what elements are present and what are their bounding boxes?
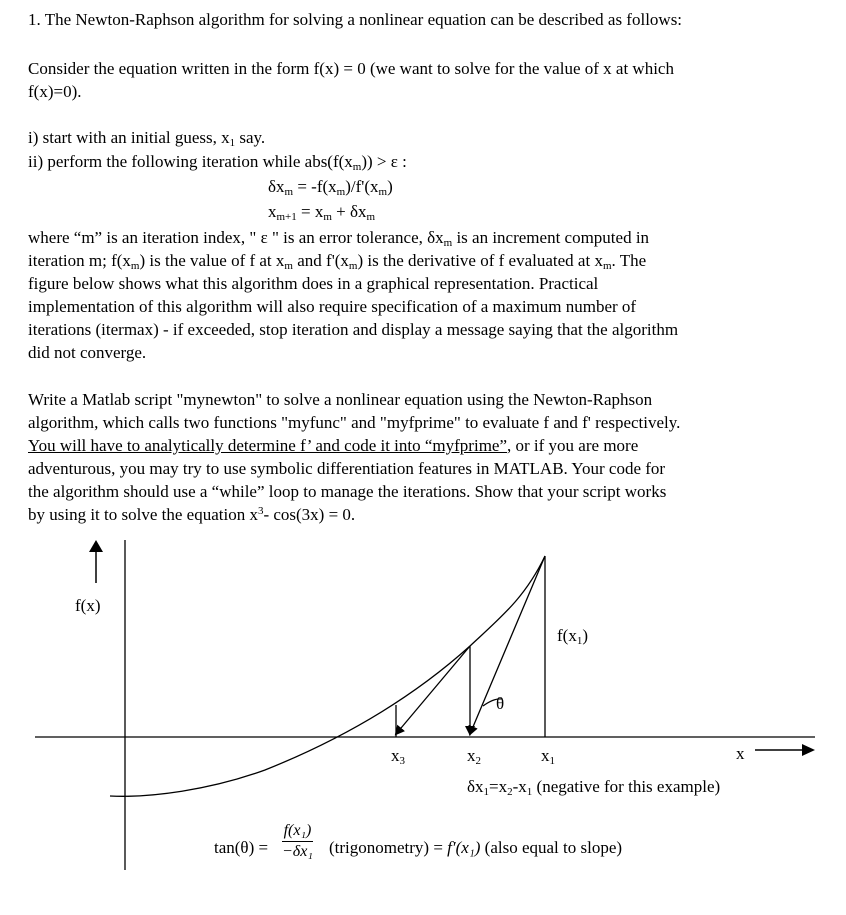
fx1-label: $f(x_1)$ <box>557 626 588 647</box>
tan-numerator: f(x₁) <box>283 822 312 839</box>
write-line-6: by using it to solve the equation $x^3-$ cos(3x) = 0. <box>28 505 356 524</box>
consider-line-2: f(x)=0). <box>28 82 82 101</box>
equation-increment: $\delta x_m = -f(x_m)/f'(x_m)$ <box>268 177 393 198</box>
tan-lhs: tan(θ) = <box>214 838 269 857</box>
where-line-5: iterations (itermax) - if exceeded, stop iteration and display a message saying that the algorithm <box>28 320 679 339</box>
x-axis-label: x <box>736 744 745 763</box>
write-line-1: Write a Matlab script "mynewton" to solve a nonlinear equation using the Newton-Raphson <box>28 390 653 409</box>
x2-label: $x_2$ <box>467 746 481 767</box>
write-line-3: You will have to analytically determine f’ and code it into “myfprime”, or if you are more <box>28 436 639 455</box>
write-line-4: adventurous, you may try to use symbolic differentiation features in MATLAB. Your code for <box>28 459 666 478</box>
where-line-4: implementation of this algorithm will also require specification of a maximum number of <box>28 297 637 316</box>
write-line-2: algorithm, which calls two functions "myfunc" and "myfprime" to evaluate f and f' respectively. <box>28 413 681 432</box>
delta-x-caption: $\delta x_1=x_2-x_1$ (negative for this example) <box>467 777 721 798</box>
write-line-5: the algorithm should use a “while” loop to manage the iterations. Show that your script works <box>28 482 667 501</box>
where-line-6: did not converge. <box>28 343 147 362</box>
tan-denominator: −δx₁ <box>282 843 313 860</box>
fx-axis-label: f(x) <box>75 596 101 615</box>
theta-label: θ <box>496 694 505 713</box>
tangent-x2 <box>396 646 470 734</box>
x1-label: $x_1$ <box>541 746 555 767</box>
step-initial-guess: i) start with an initial guess, $x_1$ say. <box>28 128 266 149</box>
fraction-bar <box>282 841 313 842</box>
tan-fraction <box>282 822 313 861</box>
x3-label: $x_3$ <box>391 746 405 767</box>
tan-rhs: (trigonometry) = f′(x₁) (also equal to slope) <box>329 838 623 857</box>
where-line-3: figure below shows what this algorithm does in a graphical representation. Practical <box>28 274 599 293</box>
step-iteration: ii) perform the following iteration while $abs(f(x_m)) > \varepsilon$ : <box>28 152 407 173</box>
x-arrow-head <box>802 744 815 756</box>
consider-line-1: Consider the equation written in the form f(x) = 0 (we want to solve for the value of x at which <box>28 59 674 78</box>
equation-update: $x_{m+1} = x_m + \delta x_m$ <box>268 202 376 223</box>
where-line-1: where “m” is an iteration index, " ε " is an error tolerance, $\delta x_m$ is an increment computed in <box>28 228 650 249</box>
tangent-x1 <box>470 556 545 734</box>
question-title: 1. The Newton-Raphson algorithm for solving a nonlinear equation can be described as follows: <box>28 10 683 29</box>
y-arrow-head <box>89 540 103 552</box>
where-line-2: iteration m; $f(x_m)$ is the value of f at $x_m$ and $f'(x_m)$ is the derivative of f evaluated at $x_m$. The <box>28 251 647 272</box>
